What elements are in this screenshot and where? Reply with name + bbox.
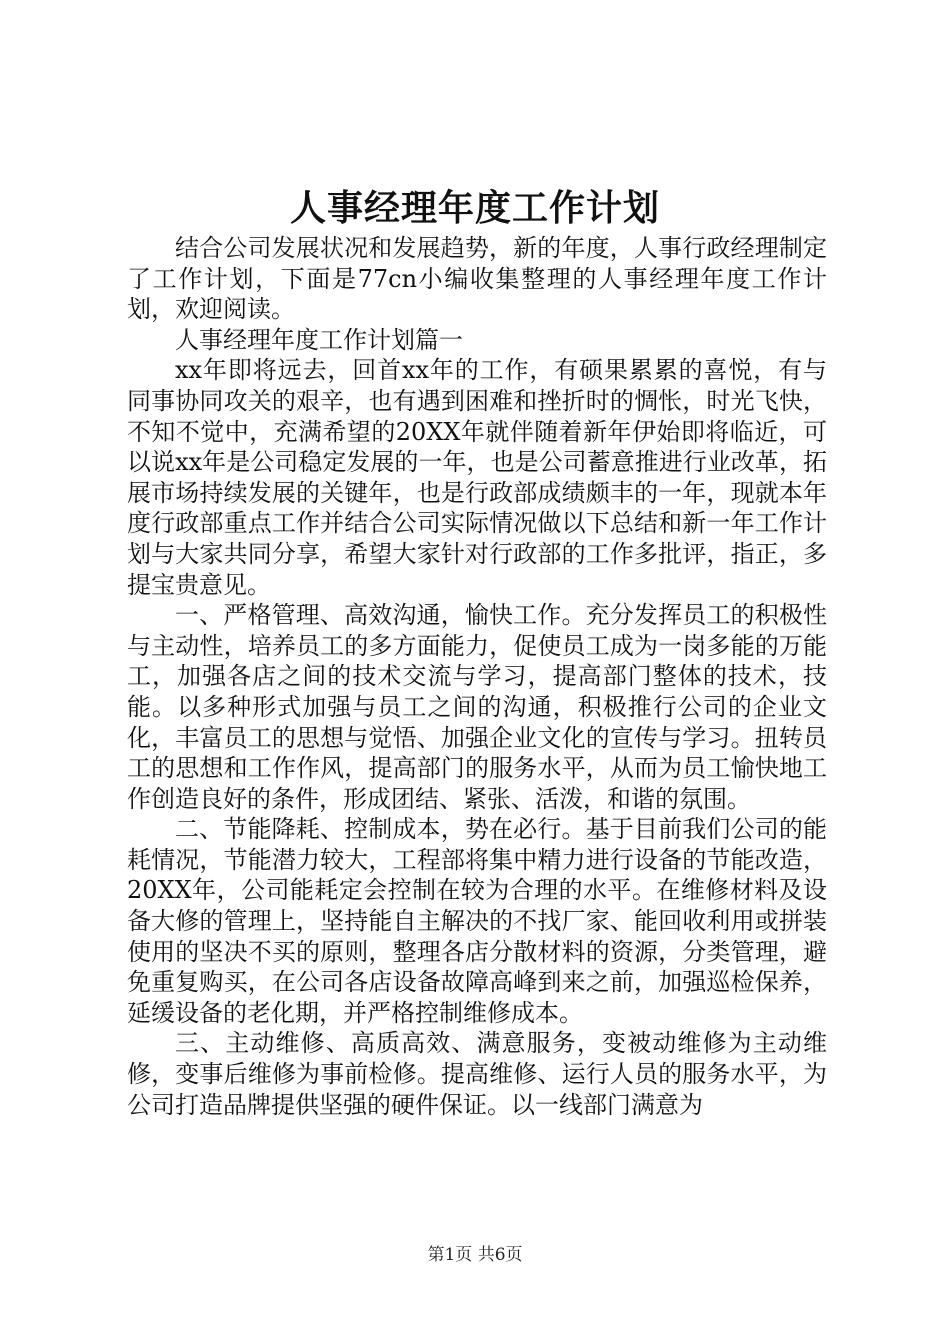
page-number-footer: 第1页 共6页 — [427, 1245, 523, 1265]
intro-paragraph: 结合公司发展状况和发展趋势，新的年度，人事行政经理制定了工作计划，下面是77cn小编收集整理的人事经理年度工作计划，欢迎阅读。 — [127, 234, 827, 324]
section-heading: 人事经理年度工作计划篇一 — [175, 325, 463, 354]
document-title: 人事经理年度工作计划 — [289, 187, 660, 229]
body-paragraph: 一、严格管理、高效沟通，愉快工作。充分发挥员工的积极性与主动性，培养员工的多方面能力，促使员工成为一岗多能的万能工，加强各店之间的技术交流与学习，提高部门整体的技术，技能。以多种形式加强与员工之间的沟通，积极推行公司的企业文化，丰富员工的思想与觉悟、加强企业文化的宣传与学习。扭转员工的思想和工作作风，提高部门的服务水平，从而为员工愉快地工作创造良好的条件，形成团结、紧张、活泼，和谐的氛围。 — [127, 601, 827, 813]
body-paragraph: 三、主动维修、高质高效、满意服务，变被动维修为主动维修，变事后维修为事前检修。提高维修、运行人员的服务水平，为公司打造品牌提供坚强的硬件保证。以一线部门满意为 — [127, 1029, 827, 1119]
body-paragraph: 二、节能降耗、控制成本，势在必行。基于目前我们公司的能耗情况，节能潜力较大，工程部将集中精力进行设备的节能改造，20XX年，公司能耗定会控制在较为合理的水平。在维修材料及设备大修的管理上，坚持能自主解决的不找厂家、能回收利用或拼装使用的坚决不买的原则，整理各店分散材料的资源，分类管理，避免重复购买，在公司各店设备故障高峰到来之前，加强巡检保养，延缓设备的老化期，并严格控制维修成本。 — [127, 815, 827, 1027]
body-paragraph: xx年即将远去，回首xx年的工作，有硕果累累的喜悦，有与同事协同攻关的艰辛，也有遇到困难和挫折时的惆怅，时光飞快，不知不觉中，充满希望的20XX年就伴随着新年伊始即将临近，可以说xx年是公司稳定发展的一年，也是公司蓄意推进行业改革，拓展市场持续发展的关键年，也是行政部成绩颇丰的一年，现就本年度行政部重点工作并结合公司实际情况做以下总结和新一年工作计划与大家共同分享，希望大家针对行政部的工作多批评，指正，多提宝贵意见。 — [127, 356, 827, 599]
document-body — [127, 233, 827, 1120]
